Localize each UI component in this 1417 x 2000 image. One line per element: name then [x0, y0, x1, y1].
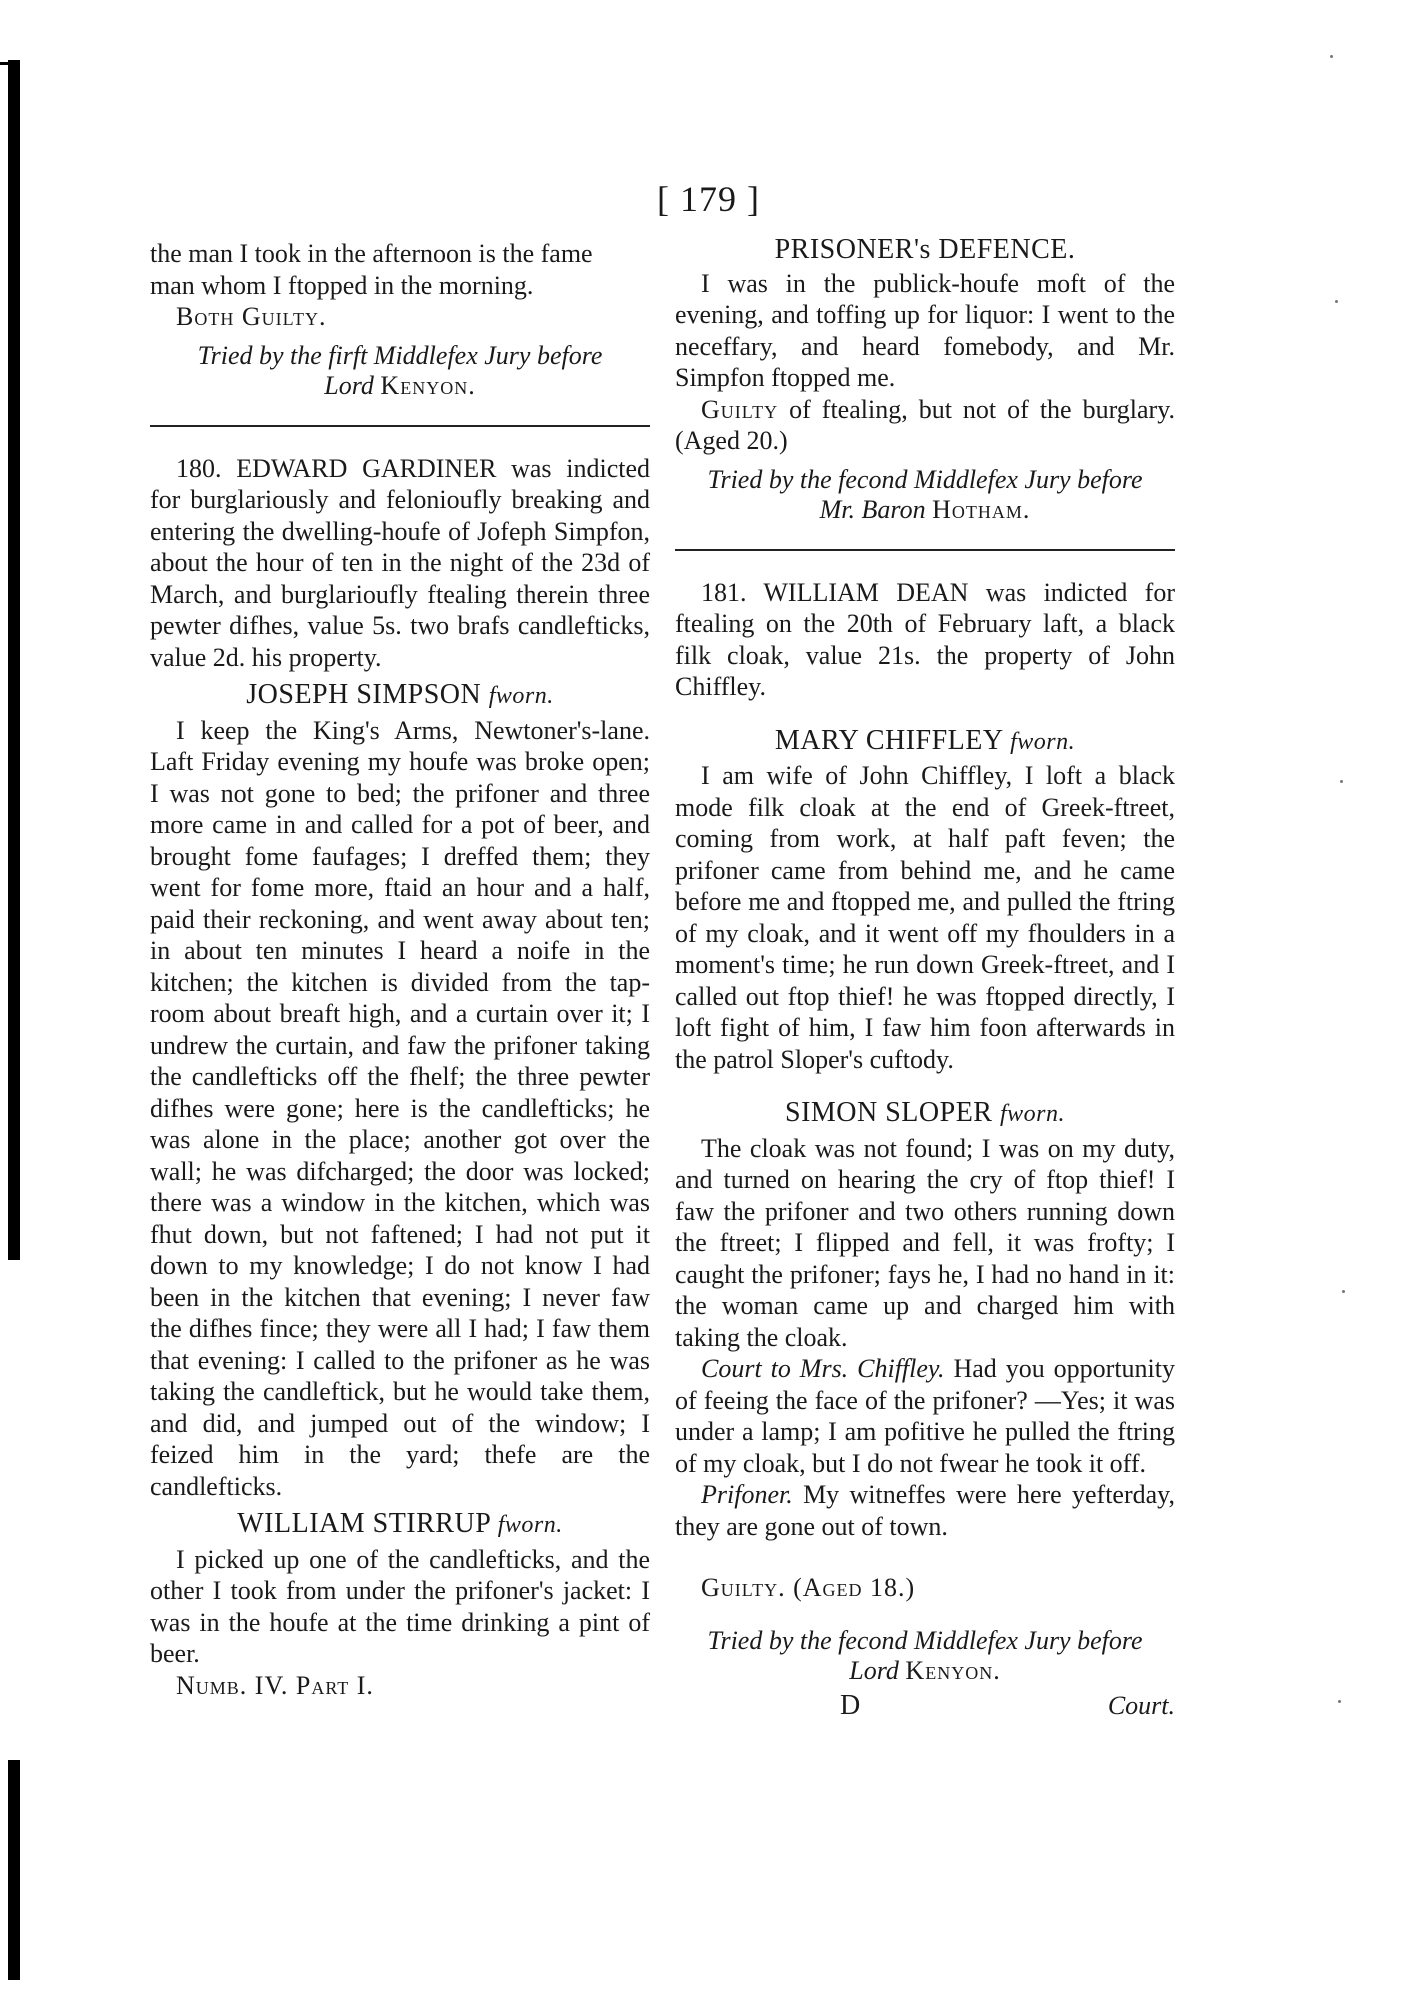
left-column: [150, 238, 650, 1701]
witness-heading-chiffley: [675, 725, 1175, 759]
verdict-guilty-aged-18: Guilty. (Aged 18.): [701, 1573, 916, 1602]
scan-speck: [1338, 1700, 1341, 1703]
sworn-label: fworn.: [1010, 728, 1076, 755]
defence-heading: PRISONER's DEFENCE.: [774, 234, 1076, 265]
trial-note-1-judge: Kenyon.: [380, 370, 476, 400]
verdict-word: Guilty: [701, 394, 779, 424]
witness-heading-stirrup: [150, 1508, 650, 1542]
prisoner-label: Prifoner.: [701, 1480, 793, 1509]
witness-testimony-simpson: I keep the King's Arms, Newtoner's-lane. Laft Friday evening my houfe was broke open; I was not gone to bed; the prifoner and three more came in and called for a pot of beer, and brought fome faufages; I dreffed them; they went for fome more, ftaid an hour and a half, paid their reckoning, and went away about ten; in about ten minutes I heard a noife in the kitchen; the kitchen is divided from the tap-room about breaft high, and a curtain over it; I undrew the curtain, and faw the prifoner taking the candlefticks off the fhelf; the three pewter difhes were gone; here is the candlefticks; he was alone in the place; another got over the wall; he was difcharged; the door was locked; there was a window in the kitchen, which was fhut down, but not faftened; I had not put it down to my knowledge; I do not know I had been in the kitchen that evening; I never faw the difhes fince; they were all I had; I faw them that evening: I called to the prifoner as he was taking the candleftick, but he would take them, and did, and jumped out of the window; I feized him in the yard; thefe are the candlefticks.: [150, 715, 650, 1501]
verdict-both-guilty: Both Guilty.: [176, 302, 327, 331]
binding-mark: [0, 62, 14, 65]
signature-mark: D: [840, 1689, 861, 1721]
page-number: [ 179 ]: [657, 179, 760, 219]
trial-note-3: [675, 1626, 1175, 1686]
witness-testimony-chiffley: I am wife of John Chiffley, I loft a black mode filk cloak at the end of Greek-ftreet, coming from work, at half paft feven; the prifoner came from behind me, and he came before me and ftopped me, and pulled the ftring of my cloak, and it went off my fhoulders in a moment's time; he run down Greek-ftreet, and I called out ftop thief! he was ftopped directly, I loft fight of him, I faw him foon afterwards in the patrol Sloper's cuftody.: [675, 761, 1175, 1074]
witness-name: WILLIAM STIRRUP: [237, 1508, 491, 1539]
case-181-indictment: 181. WILLIAM DEAN was indicted for ftealing on the 20th of February laft, a black filk cloak, value 21s. the property of John Chiffley.: [675, 577, 1175, 701]
binding-edge-lower: [8, 1760, 20, 1980]
continued-line-1: the man I took in the afternoon is the fame: [150, 239, 593, 268]
trial-note-3-line: Tried by the fecond Middlefex Jury before: [707, 1625, 1143, 1655]
case-180-indictment: 180. EDWARD GARDINER was indicted for burglariously and felonioufly breaking and entering the dwelling-houfe of Jofeph Simpfon, about the hour of ten in the night of the 23d of March, and burglarioufly ftealing therein three pewter difhes, value 5s. two brafs candlefticks, value 2d. his property.: [150, 453, 650, 672]
scan-speck: [1340, 780, 1343, 783]
witness-heading-sloper: [675, 1097, 1175, 1131]
sworn-label: fworn.: [497, 1512, 563, 1538]
section-divider: [150, 425, 650, 427]
verdict-guilty-of-stealing: [675, 394, 1175, 457]
prisoner-statement: [675, 1479, 1175, 1542]
trial-note-2-line: Tried by the fecond Middlefex Jury before: [707, 464, 1143, 494]
court-label: Court to Mrs. Chiffley.: [701, 1354, 945, 1383]
trial-note-2-title: Mr. Baron: [819, 494, 926, 524]
witness-name: JOSEPH SIMPSON: [246, 679, 482, 710]
verdict-detail: of ftealing, but not of the burglary. (Aged 20.): [675, 394, 1176, 455]
witness-testimony-stirrup: I picked up one of the candlefticks, and the other I took from under the prifoner's jacket: I was in the houfe at the time drinking a pint of beer.: [150, 1544, 650, 1668]
trial-note-1-title: Lord: [324, 370, 374, 400]
signature-line: [675, 1690, 1175, 1722]
sworn-label: fworn.: [488, 683, 554, 709]
prisoner-defence-text: I was in the publick-houfe moft of the evening, and toffing up for liquor: I went to the neceffary, and heard fomebody, and Mr. Simpfon ftopped me.: [675, 268, 1175, 392]
trial-note-2: [675, 465, 1175, 525]
prisoner-text: My witneffes were here yefterday, they are gone out of town.: [675, 1480, 1175, 1541]
witness-testimony-sloper: The cloak was not found; I was on my duty, and turned on hearing the cry of ftop thief! I faw the prifoner and two others running down the ftreet; I flipped and fell, it was frofty; I caught the prifoner; fays he, I had no hand in it: the woman came up and charged him with taking the cloak.: [675, 1133, 1175, 1352]
part-label: Numb. IV. Part I.: [176, 1670, 374, 1700]
court-question: [675, 1353, 1175, 1479]
witness-name: MARY CHIFFLEY: [774, 724, 1003, 756]
witness-heading-simpson: [150, 679, 650, 713]
sworn-label: fworn.: [999, 1101, 1065, 1127]
right-column: [675, 234, 1176, 1722]
scan-speck: [1335, 300, 1338, 303]
continued-line-2: man whom I ftopped in the morning.: [150, 270, 534, 300]
trial-note-2-judge: Hotham.: [932, 494, 1031, 524]
trial-note-3-judge: Kenyon.: [905, 1655, 1001, 1685]
binding-edge: [8, 60, 20, 1260]
scan-speck: [1330, 55, 1333, 58]
scan-speck: [1342, 1290, 1345, 1293]
witness-name: SIMON SLOPER: [785, 1097, 993, 1128]
section-divider: [675, 549, 1175, 551]
trial-note-3-title: Lord: [849, 1655, 899, 1685]
catchword: Court.: [1107, 1690, 1175, 1720]
trial-note-1: [150, 341, 650, 401]
trial-note-1-line: Tried by the firft Middlefex Jury before: [197, 340, 603, 370]
court-text: Had you opportunity of feeing the face of the prifoner? —Yes; it was under a lamp; I am pofitive he pulled the ftring of my cloak, but I do not fwear he took it off.: [675, 1354, 1175, 1478]
